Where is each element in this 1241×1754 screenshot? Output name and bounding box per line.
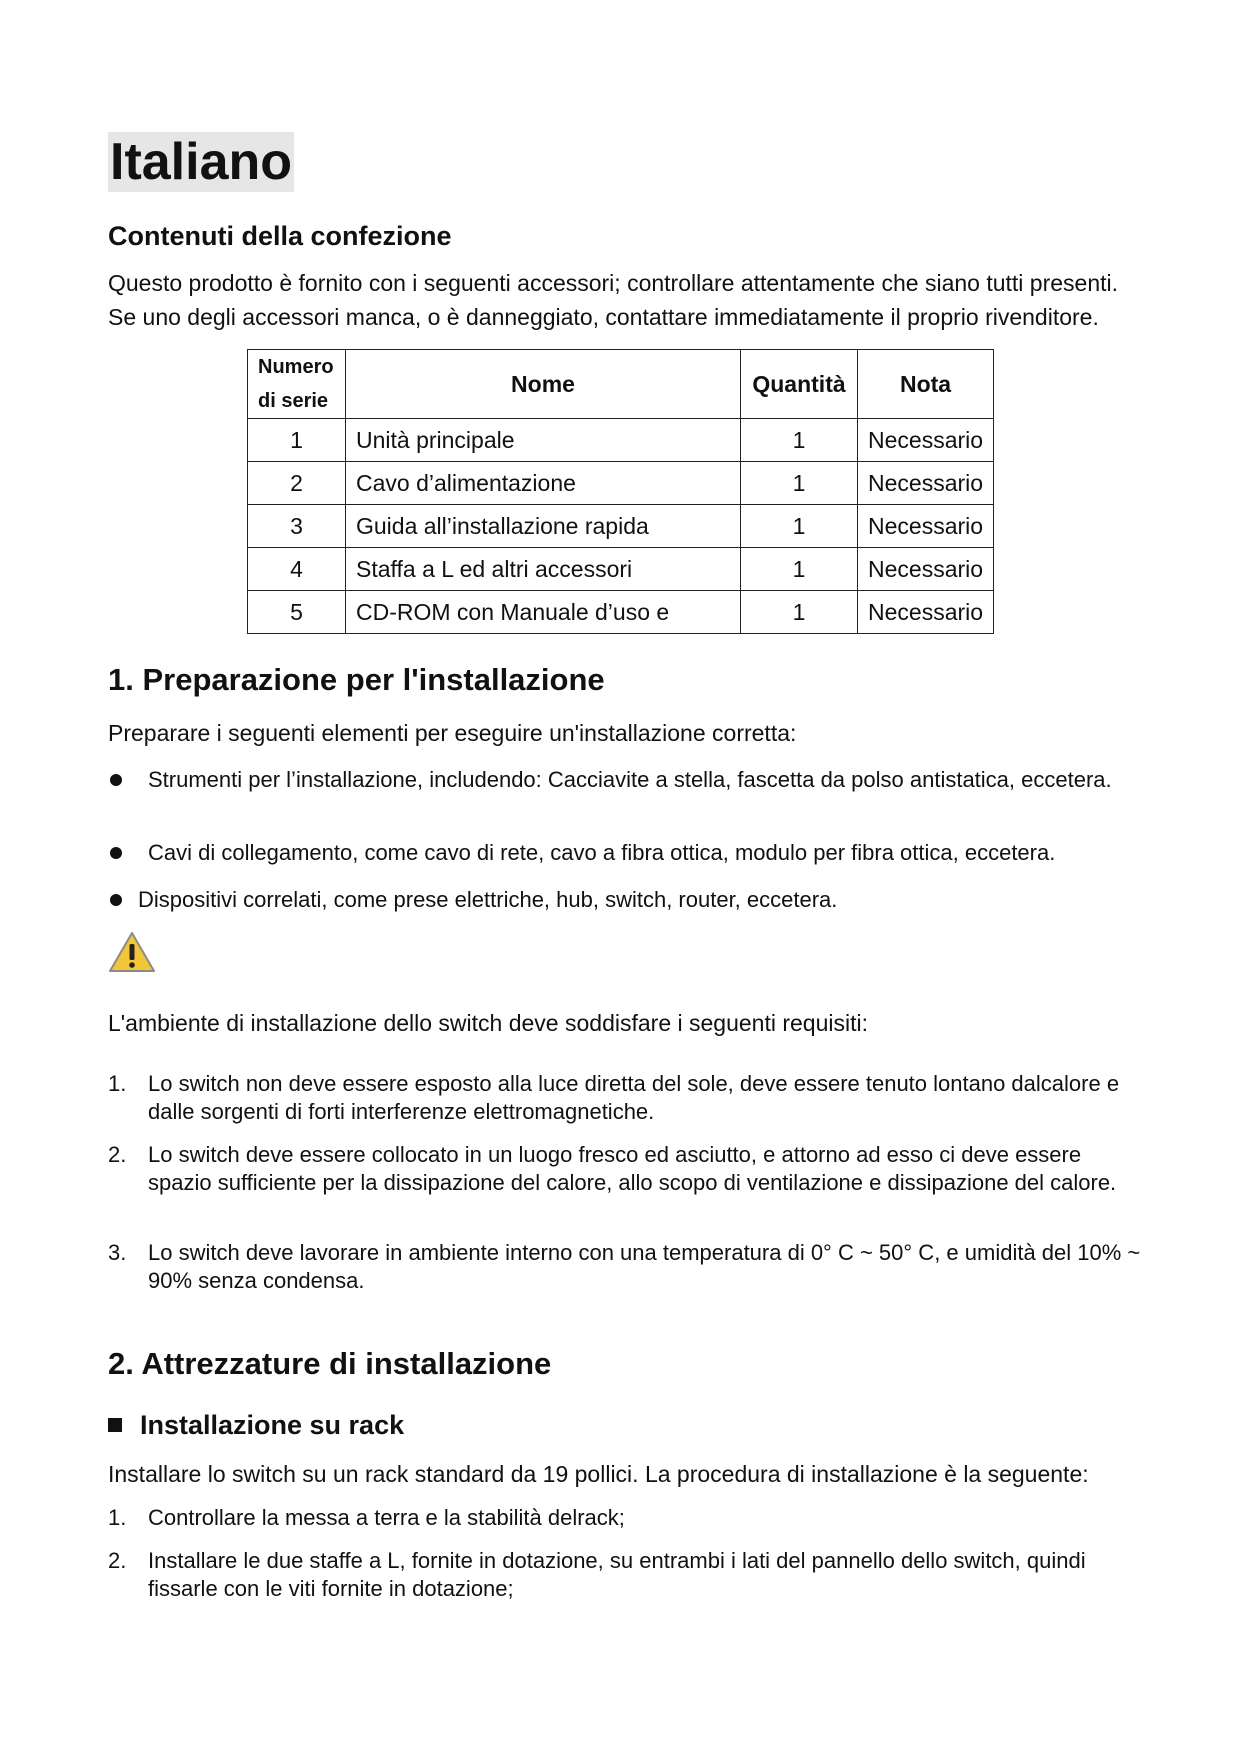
- step-text: Controllare la messa a terra e la stabilità delrack;: [148, 1505, 625, 1530]
- table-row: [248, 548, 994, 591]
- cell-note: Necessario: [858, 505, 994, 548]
- rack-installation-intro: Installare lo switch su un rack standard da 19 pollici. La procedura di installazione è la seguente:: [108, 1461, 1089, 1487]
- cell-note: Necessario: [858, 548, 994, 591]
- cell-serial: 2: [248, 462, 346, 505]
- cell-note: Necessario: [858, 462, 994, 505]
- table-row: [248, 591, 994, 634]
- bullet-icon: [110, 847, 122, 859]
- package-heading: Contenuti della confezione: [108, 221, 452, 251]
- cell-serial: 4: [248, 548, 346, 591]
- cell-quantity: 1: [741, 591, 858, 634]
- header-name: Nome: [346, 350, 741, 419]
- bullet-text: Cavi di collegamento, come cavo di rete, cavo a fibra ottica, modulo per fibra ottica, eccetera.: [148, 840, 1056, 865]
- item-number: 1.: [108, 1071, 127, 1096]
- header-serial: [248, 350, 346, 419]
- table-row: [248, 505, 994, 548]
- cell-quantity: 1: [741, 419, 858, 462]
- bullet-icon: [110, 774, 122, 786]
- bullet-text: Strumenti per l’installazione, includendo: Cacciavite a stella, fascetta da polso antistatica, eccetera.: [148, 767, 1112, 792]
- cell-name: Staffa a L ed altri accessori: [346, 548, 741, 591]
- item-text: Lo switch non deve essere esposto alla luce diretta del sole, deve essere tenuto lontano dalcalore e dalle sorgenti di forti interferenze elettromagnetiche.: [148, 1071, 1120, 1124]
- cell-serial: 3: [248, 505, 346, 548]
- item-text: Lo switch deve essere collocato in un luogo fresco ed asciutto, e attorno ad esso ci deve essere spazio sufficiente per la dissipazione del calore, allo scopo di ventilazione e dissipazione del calore.: [148, 1142, 1117, 1195]
- header-serial-line-1: Numero: [258, 356, 334, 378]
- package-intro-line-2: Se uno degli accessori manca, o è danneggiato, contattare immediatamente il proprio rivenditore.: [108, 304, 1099, 330]
- header-note: Nota: [858, 350, 994, 419]
- preparation-heading: 1. Preparazione per l'installazione: [108, 662, 605, 697]
- square-bullet-icon: [108, 1418, 122, 1432]
- cell-note: Necessario: [858, 591, 994, 634]
- rack-installation-heading: Installazione su rack: [140, 1410, 405, 1440]
- installation-heading: 2. Attrezzature di installazione: [108, 1346, 552, 1381]
- cell-serial: 1: [248, 419, 346, 462]
- step-text: Installare le due staffe a L, fornite in dotazione, su entrambi i lati del pannello dello switch, quindi fissarle con le viti fornite in dotazione;: [148, 1548, 1086, 1601]
- cell-name: Guida all’installazione rapida: [346, 505, 741, 548]
- cell-serial: 5: [248, 591, 346, 634]
- item-number: 3.: [108, 1240, 127, 1265]
- cell-quantity: 1: [741, 505, 858, 548]
- table-row: [248, 462, 994, 505]
- cell-quantity: 1: [741, 462, 858, 505]
- step-number: 2.: [108, 1548, 127, 1573]
- table-row: [248, 419, 994, 462]
- language-title: Italiano: [110, 133, 293, 191]
- item-text: Lo switch deve lavorare in ambiente interno con una temperatura di 0° C ~ 50° C, e umidità del 10% ~ 90% senza condensa.: [148, 1240, 1141, 1293]
- table-header-row: [248, 350, 994, 419]
- header-quantity: Quantità: [741, 350, 858, 419]
- package-contents-table: [247, 349, 994, 634]
- header-serial-line-2: di serie: [258, 390, 329, 412]
- cell-note: Necessario: [858, 419, 994, 462]
- cell-quantity: 1: [741, 548, 858, 591]
- cell-name: Cavo d’alimentazione: [346, 462, 741, 505]
- cell-name: CD-ROM con Manuale d’uso e: [346, 591, 741, 634]
- preparation-intro: Preparare i seguenti elementi per eseguire un'installazione corretta:: [108, 720, 797, 746]
- environment-intro: L'ambiente di installazione dello switch deve soddisfare i seguenti requisiti:: [108, 1010, 868, 1036]
- bullet-icon: [110, 894, 122, 906]
- item-number: 2.: [108, 1142, 127, 1167]
- step-number: 1.: [108, 1505, 127, 1530]
- cell-name: Unità principale: [346, 419, 741, 462]
- warning-icon: [108, 930, 156, 974]
- bullet-text: Dispositivi correlati, come prese elettriche, hub, switch, router, eccetera.: [138, 887, 838, 912]
- package-intro-line-1: Questo prodotto è fornito con i seguenti accessori; controllare attentamente che siano tutti presenti.: [108, 270, 1119, 296]
